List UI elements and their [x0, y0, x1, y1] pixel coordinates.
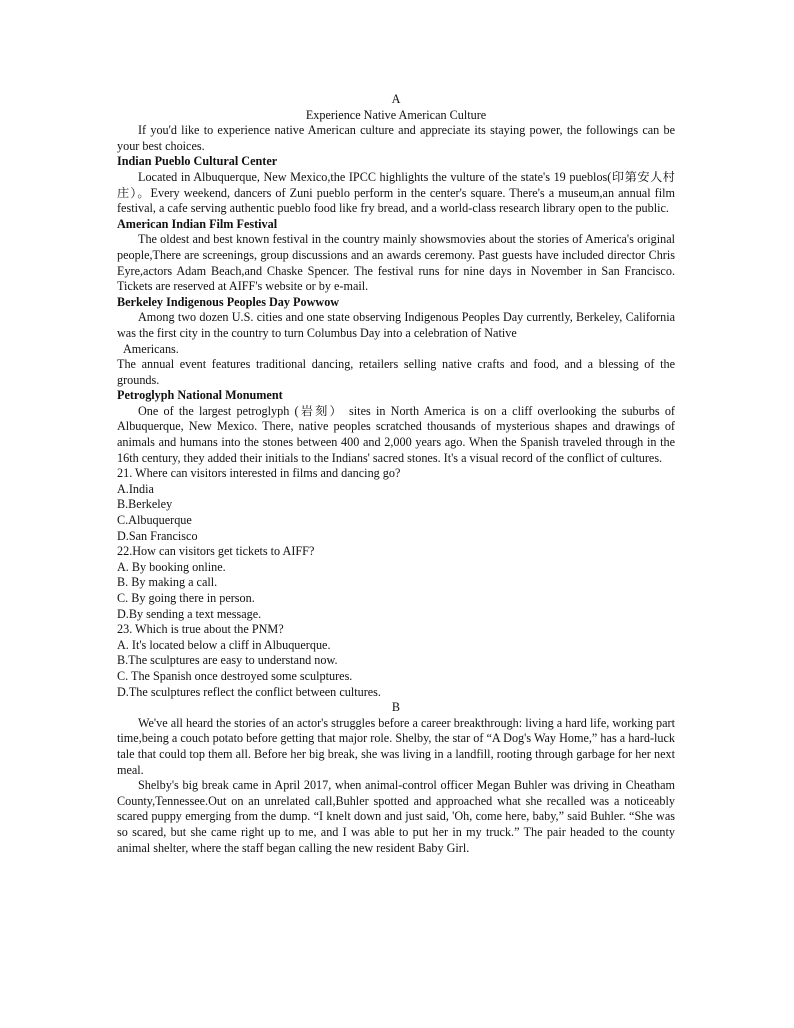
entry-body-powwow-extra: The annual event features traditional dancing, retailers selling native crafts and food, and a blessing of the grounds.: [117, 357, 675, 387]
entry-heading-powwow: Berkeley Indigenous Peoples Day Powwow: [117, 294, 340, 309]
document-page: [117, 92, 675, 856]
entry-heading-aiff: American Indian Film Festival: [117, 216, 278, 231]
section-a-intro: If you'd like to experience native American culture and appreciate its staying power, the followings can be your best choices.: [117, 123, 675, 153]
question-22-option-d: D.By sending a text message.: [117, 606, 262, 621]
question-21: 21. Where can visitors interested in films and dancing go?: [117, 466, 401, 481]
entry-body-powwow: Among two dozen U.S. cities and one state observing Indigenous Peoples Day currently, Berkeley, California was the first city in the country to turn Columbus Day into a celebration of Native: [117, 310, 675, 340]
entry-body-aiff: The oldest and best known festival in the country mainly showsmovies about the stories of America's original people,There are screenings, group discussions and an awards ceremony. Past guests have included director Chris Eyre,actors Adam Beach,and Chaske Spencer. The festival runs for nine days in November in San Francisco. Tickets are reserved at AIFF's website or by e-mail.: [117, 232, 675, 294]
section-a-title: Experience Native American Culture: [305, 107, 487, 122]
question-23-option-d: D.The sculptures reflect the conflict between cultures.: [117, 684, 381, 699]
section-b-paragraph-1: We've all heard the stories of an actor's struggles before a career breakthrough: living a hard life, working part time,being a couch potato before getting that major role. Shelby, the star of “A Dog's Way Home,” has a hard-luck tale that could top them all. Before her big break, she was living in a landfill, rooting through garbage for her next meal.: [117, 715, 675, 777]
question-21-option-d: D.San Francisco: [117, 528, 198, 543]
question-22-option-c: C. By going there in person.: [117, 591, 255, 605]
question-21-option-a: A.India: [117, 481, 154, 496]
question-21-option-c: C.Albuquerque: [117, 513, 192, 528]
entry-heading-pnm: Petroglyph National Monument: [117, 388, 283, 403]
section-b-letter: B: [391, 700, 401, 715]
entry-heading-ipcc: Indian Pueblo Cultural Center: [117, 154, 278, 169]
question-23-option-a: A. It's located below a cliff in Albuquerque.: [117, 637, 331, 652]
question-23: 23. Which is true about the PNM?: [117, 622, 284, 637]
section-b-paragraph-2: Shelby's big break came in April 2017, when animal-control officer Megan Buhler was driving in Cheatham County,Tennessee.Out on an unrelated call,Buhler spotted and approached what she recalled was a noticeably scared puppy emerging from the dump. “I knelt down and just said, 'Oh, come here, baby,” said Buhler. “She was so scared, but she came right up to me, and I was able to put her in my truck.” The pair headed to the county animal shelter, where the staff began calling the new resident Baby Girl.: [117, 778, 675, 855]
question-22-option-b: B. By making a call.: [117, 575, 218, 590]
question-22-option-a: A. By booking online.: [117, 559, 226, 574]
question-22: 22.How can visitors get tickets to AIFF?: [117, 544, 315, 559]
entry-body-powwow-cont: Americans.: [123, 341, 179, 356]
entry-body-ipcc: Located in Albuquerque, New Mexico,the IPCC highlights the vulture of the state's 19 pueblos(印第安人村庄）。Every weekend, dancers of Zuni pueblo perform in the center's square. There's a museum,an annual film festival, a cafe serving authentic pueblo food like fry bread, and a world-class research library open to the public.: [117, 169, 675, 216]
question-23-option-b: B.The sculptures are easy to understand now.: [117, 653, 338, 668]
question-21-option-b: B.Berkeley: [117, 497, 173, 512]
question-23-option-c: C. The Spanish once destroyed some sculptures.: [117, 668, 353, 683]
entry-body-pnm: One of the largest petroglyph (岩刻） sites in North America is on a cliff overlooking the suburbs of Albuquerque, New Mexico. There, native peoples scratched thousands of mysterious shapes and drawings of animals and humans into the stones between 400 and 2,000 years ago. When the Spanish traveled through in the 16th century, they added their initials to the Indians' sacred stones. It's a visual record of the conflict of cultures.: [117, 403, 675, 465]
section-a-letter: A: [391, 92, 401, 106]
